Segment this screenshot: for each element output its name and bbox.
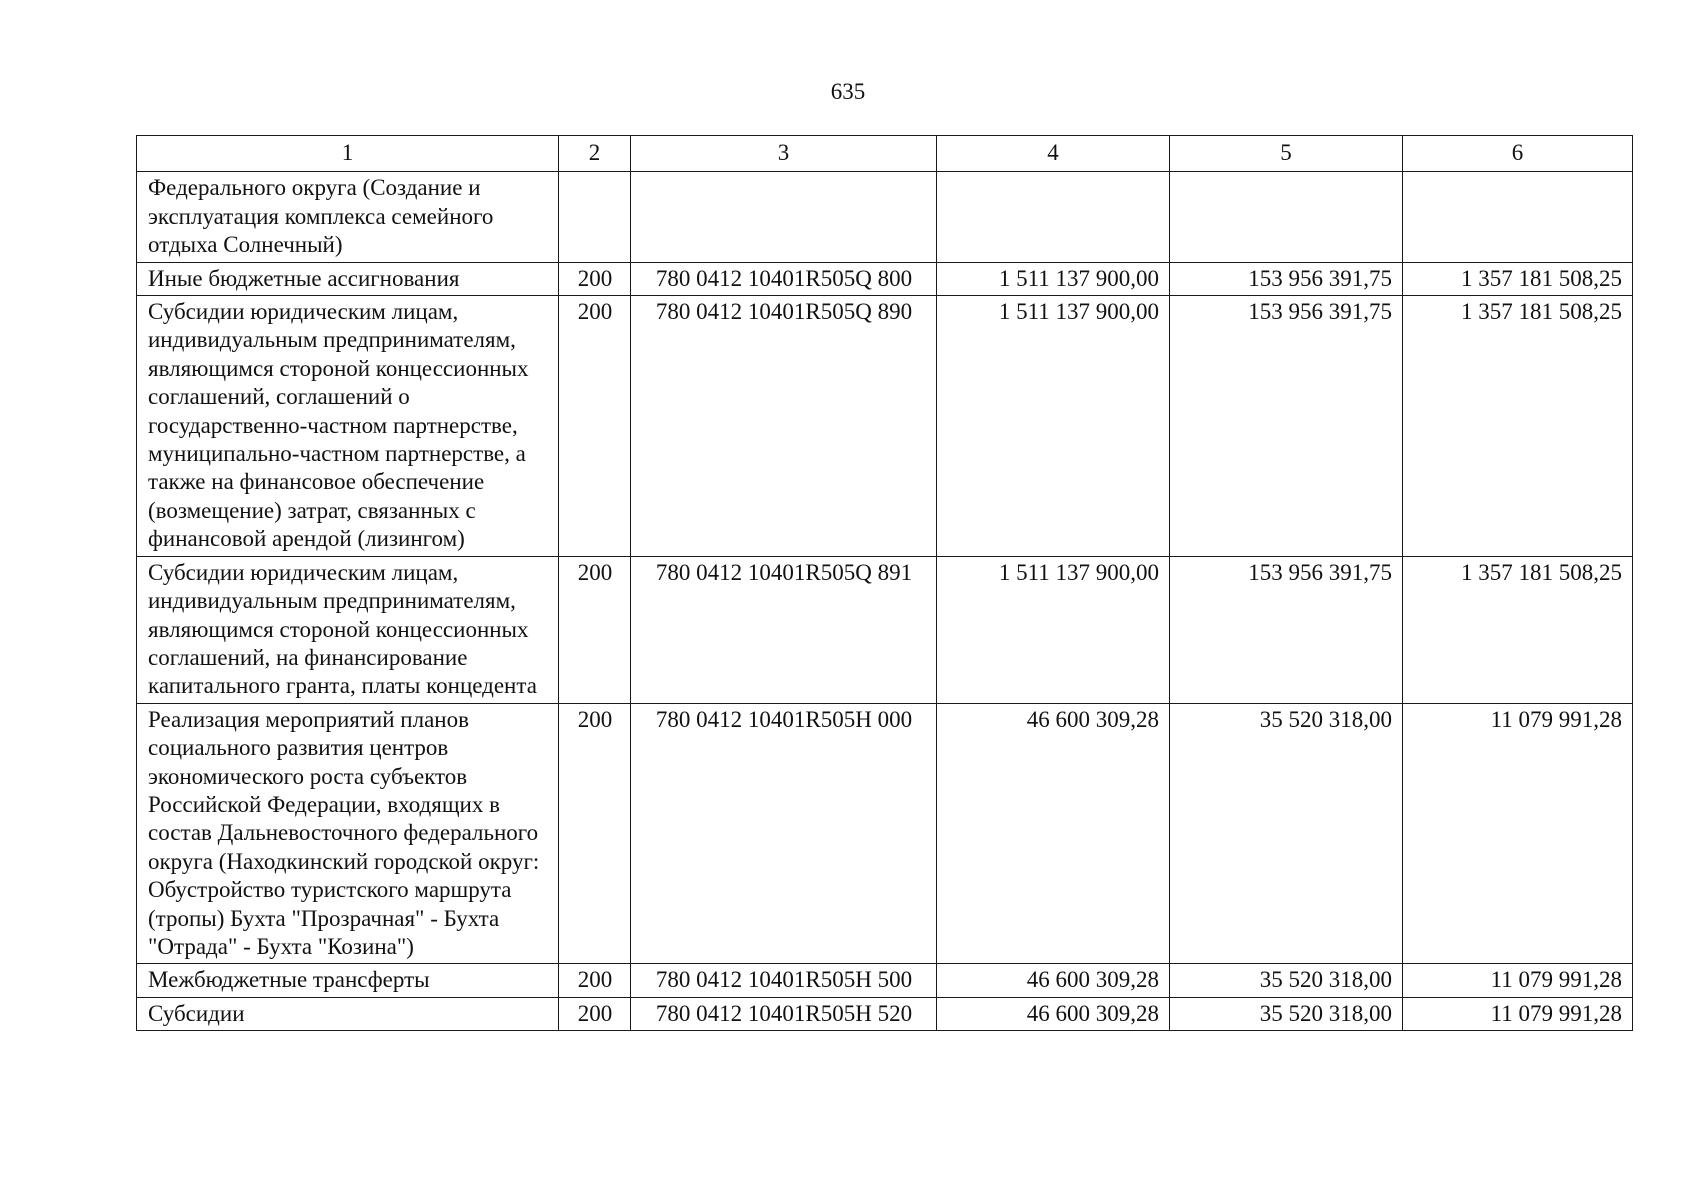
row-code: 780 0412 10401R505H 500 bbox=[631, 964, 937, 997]
row-value-4: 1 511 137 900,00 bbox=[937, 262, 1170, 295]
table-row bbox=[137, 703, 1633, 964]
budget-table bbox=[136, 135, 1633, 1031]
header-col-6: 6 bbox=[1403, 136, 1633, 172]
row-value-5: 153 956 391,75 bbox=[1170, 262, 1403, 295]
row-value-6: 1 357 181 508,25 bbox=[1403, 262, 1633, 295]
row-value-4: 1 511 137 900,00 bbox=[937, 556, 1170, 703]
header-col-1: 1 bbox=[137, 136, 559, 172]
table-row bbox=[137, 172, 1633, 262]
row-col2: 200 bbox=[559, 296, 631, 557]
row-code: 780 0412 10401R505H 000 bbox=[631, 703, 937, 964]
table-header bbox=[137, 136, 1633, 172]
header-col-5: 5 bbox=[1170, 136, 1403, 172]
row-value-4 bbox=[937, 172, 1170, 262]
row-code: 780 0412 10401R505Q 800 bbox=[631, 262, 937, 295]
row-value-5: 35 520 318,00 bbox=[1170, 703, 1403, 964]
row-value-5: 153 956 391,75 bbox=[1170, 296, 1403, 557]
row-code: 780 0412 10401R505Q 891 bbox=[631, 556, 937, 703]
page-number: 635 bbox=[830, 79, 866, 104]
row-name: Иные бюджетные ассигнования bbox=[137, 262, 559, 295]
row-value-4: 46 600 309,28 bbox=[937, 703, 1170, 964]
row-name: Межбюджетные трансферты bbox=[137, 964, 559, 997]
row-col2: 200 bbox=[559, 262, 631, 295]
row-value-4: 46 600 309,28 bbox=[937, 997, 1170, 1030]
table-row bbox=[137, 964, 1633, 997]
row-value-6: 11 079 991,28 bbox=[1403, 703, 1633, 964]
row-code bbox=[631, 172, 937, 262]
row-col2: 200 bbox=[559, 997, 631, 1030]
row-value-6: 1 357 181 508,25 bbox=[1403, 556, 1633, 703]
row-col2: 200 bbox=[559, 556, 631, 703]
row-value-6: 11 079 991,28 bbox=[1403, 964, 1633, 997]
row-name: Федерального округа (Создание и эксплуатация комплекса семейного отдыха Солнечный) bbox=[137, 172, 559, 262]
row-name: Субсидии юридическим лицам, индивидуальным предпринимателям, являющимся стороной концессионных соглашений, соглашений о государственно-частном партнерстве, муниципально-частном партнерстве, а также на финансовое обеспечение (возмещение) затрат, связанных с финансовой арендой (лизингом) bbox=[137, 296, 559, 557]
table-row bbox=[137, 556, 1633, 703]
row-col2 bbox=[559, 172, 631, 262]
row-value-6: 1 357 181 508,25 bbox=[1403, 296, 1633, 557]
row-code: 780 0412 10401R505H 520 bbox=[631, 997, 937, 1030]
row-name: Субсидии юридическим лицам, индивидуальным предпринимателям, являющимся стороной концессионных соглашений, на финансирование капитального гранта, платы концедента bbox=[137, 556, 559, 703]
row-col2: 200 bbox=[559, 703, 631, 964]
table-body bbox=[137, 172, 1633, 1031]
row-value-6 bbox=[1403, 172, 1633, 262]
row-code: 780 0412 10401R505Q 890 bbox=[631, 296, 937, 557]
row-name: Субсидии bbox=[137, 997, 559, 1030]
header-col-2: 2 bbox=[559, 136, 631, 172]
row-value-6: 11 079 991,28 bbox=[1403, 997, 1633, 1030]
row-value-5: 153 956 391,75 bbox=[1170, 556, 1403, 703]
table-row bbox=[137, 262, 1633, 295]
row-value-4: 46 600 309,28 bbox=[937, 964, 1170, 997]
row-value-5: 35 520 318,00 bbox=[1170, 997, 1403, 1030]
table-row bbox=[137, 997, 1633, 1030]
row-col2: 200 bbox=[559, 964, 631, 997]
header-col-4: 4 bbox=[937, 136, 1170, 172]
row-value-5 bbox=[1170, 172, 1403, 262]
table-row bbox=[137, 296, 1633, 557]
row-value-5: 35 520 318,00 bbox=[1170, 964, 1403, 997]
row-value-4: 1 511 137 900,00 bbox=[937, 296, 1170, 557]
header-row bbox=[137, 136, 1633, 172]
row-name: Реализация мероприятий планов социального развития центров экономического роста субъектов Российской Федерации, входящих в состав Дальневосточного федерального округа (Находкинский городской округ: Обустройство туристского маршрута (тропы) Бухта "Прозрачная" - Бухта "Отрада" - Бухта "Козина") bbox=[137, 703, 559, 964]
header-col-3: 3 bbox=[631, 136, 937, 172]
